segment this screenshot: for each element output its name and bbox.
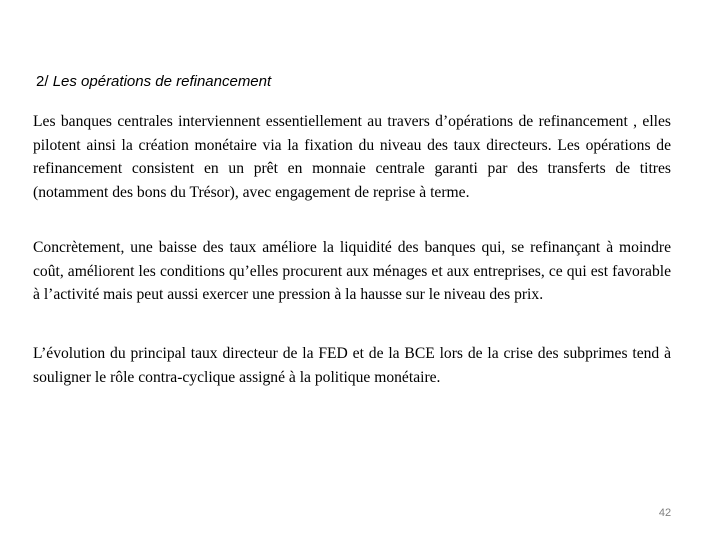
section-heading: [36, 72, 271, 92]
page-number: 42: [658, 507, 672, 519]
paragraph-fed-ecb-evolution: L’évolution du principal taux directeur de la FED et de la BCE lors de la crise des subprimes tend à souligner le rôle contra-cyclique assigné à la politique monétaire.: [33, 345, 671, 386]
section-number: 2/: [36, 73, 49, 90]
paragraph-rate-cut-effects: Concrètement, une baisse des taux améliore la liquidité des banques qui, se refinançant à moindre coût, améliorent les conditions qu’elles procurent aux ménages et aux entreprises, ce qui est favorable à l’activité mais peut aussi exercer une pression à la hausse sur le niveau des prix.: [33, 239, 671, 303]
section-title: Les opérations de refinancement: [52, 73, 272, 90]
paragraph-refinancing-operations: Les banques centrales interviennent essentiellement au travers d’opérations de refinancement , elles pilotent ainsi la création monétaire via la fixation du niveau des taux directeurs. Les opérations de refinancement consistent en un prêt en monnaie centrale garanti par des transferts de titres (notamment des bons du Trésor), avec engagement de reprise à terme.: [33, 113, 671, 201]
